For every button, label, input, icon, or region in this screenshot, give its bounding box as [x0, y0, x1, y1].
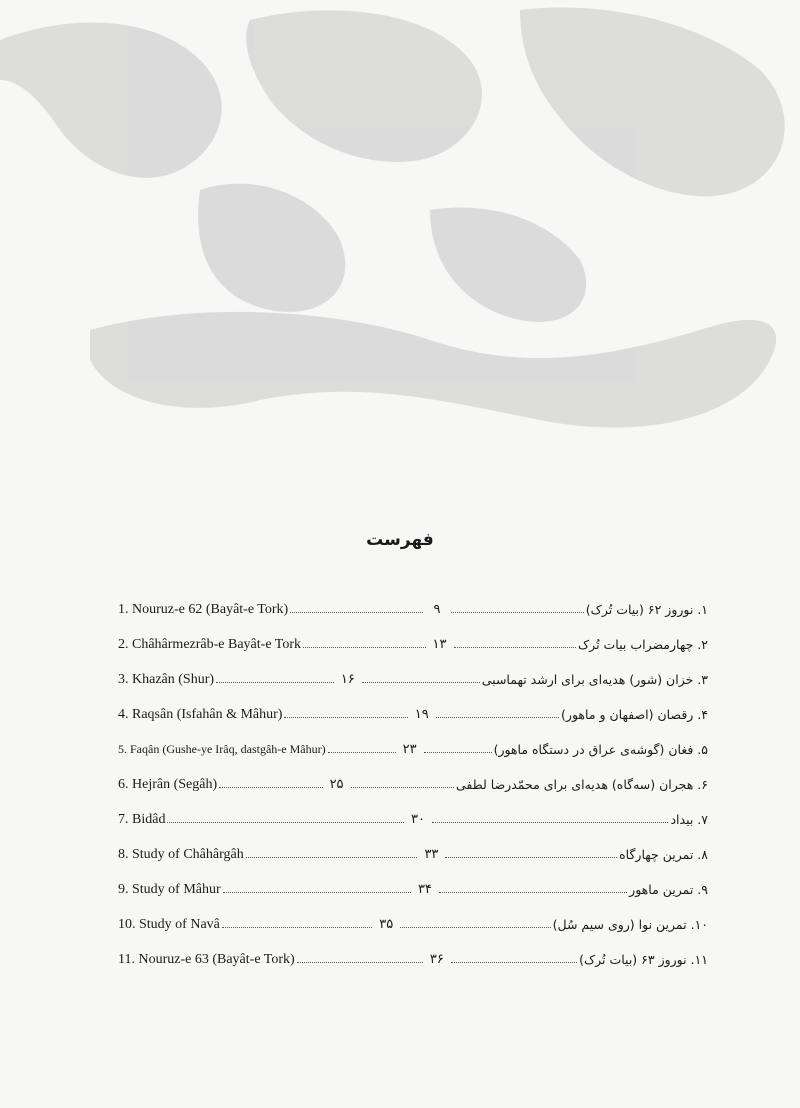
- toc-row: [118, 592, 708, 627]
- toc-page-number: ۳۴: [417, 882, 432, 897]
- dot-leader: [222, 927, 372, 928]
- toc-page-number: ۹: [433, 602, 441, 617]
- toc-page-number: ۳۰: [410, 812, 425, 827]
- toc-entry-english: 2. Châhârmezrâb-e Bayât-e Tork: [118, 636, 302, 652]
- dot-leader: [439, 892, 627, 893]
- dot-leader: [246, 857, 418, 858]
- dot-leader: [351, 787, 454, 788]
- watermark-logo: [0, 0, 800, 470]
- toc-entry-english: 6. Hejrân (Segâh): [118, 776, 218, 792]
- dot-leader: [223, 892, 411, 893]
- toc-row: [118, 767, 708, 802]
- toc-entry-persian: ۱. نوروز ۶۲ (بیات تُرک): [585, 602, 709, 617]
- dot-leader: [432, 822, 669, 823]
- toc-entry-persian: ۹. تمرین ماهور: [629, 882, 708, 897]
- toc-page-number: ۱۹: [414, 707, 429, 722]
- toc-row: [118, 697, 708, 732]
- toc-entry-persian: ۲. چهارمضراب بیات تُرک: [577, 637, 708, 652]
- toc-page-number: ۳۶: [429, 952, 444, 967]
- dot-leader: [445, 857, 617, 858]
- toc-page-number: ۳۵: [379, 917, 394, 932]
- page-title: فهرست: [366, 530, 434, 550]
- toc-entry-persian: ۴. رقصان (اصفهان و ماهور): [561, 707, 709, 722]
- toc-row: [118, 907, 708, 942]
- dot-leader: [424, 752, 492, 753]
- toc-entry-persian: ۳. خزان (شور) هدیه‌ای برای ارشد تهماسبی: [481, 672, 708, 687]
- toc-row: [118, 837, 708, 872]
- table-of-contents: [118, 592, 708, 977]
- toc-page-number: ۲۳: [402, 742, 417, 757]
- dot-leader: [436, 717, 559, 718]
- dot-leader: [167, 822, 404, 823]
- toc-entry-persian: ۸. تمرین چهارگاه: [619, 847, 708, 862]
- toc-row: [118, 872, 708, 907]
- dot-leader: [451, 612, 584, 613]
- toc-entry-english: 1. Nouruz-e 62 (Bayât-e Tork): [118, 601, 289, 617]
- dot-leader: [290, 612, 423, 613]
- toc-entry-english: 8. Study of Châhârgâh: [118, 846, 244, 862]
- dot-leader: [303, 647, 425, 648]
- dot-leader: [219, 787, 322, 788]
- toc-row: [118, 942, 708, 977]
- dot-leader: [400, 927, 550, 928]
- dot-leader: [454, 647, 576, 648]
- dot-leader: [451, 962, 577, 963]
- toc-entry-english: 9. Study of Mâhur: [118, 881, 221, 897]
- toc-entry-english: 7. Bidâd: [118, 811, 166, 827]
- dot-leader: [216, 682, 334, 683]
- toc-entry-english: 3. Khazân (Shur): [118, 671, 215, 687]
- toc-entry-english: 4. Raqsân (Isfahân & Mâhur): [118, 706, 283, 722]
- toc-page-number: ۲۵: [329, 777, 344, 792]
- dot-leader: [328, 752, 396, 753]
- toc-row: [118, 802, 708, 837]
- toc-entry-persian: ۶. هجران (سه‌گاه) هدیه‌ای برای محمّدرضا لطفی: [455, 777, 709, 792]
- toc-page-number: ۱۶: [340, 672, 355, 687]
- toc-entry-persian: ۵. فغان (گوشه‌ی عراق در دستگاه ماهور): [493, 742, 709, 757]
- toc-page-number: ۳۳: [424, 847, 439, 862]
- toc-row: [118, 662, 708, 697]
- toc-entry-persian: ۷. بیداد: [670, 812, 709, 827]
- dot-leader: [362, 682, 480, 683]
- toc-entry-english: 10. Study of Navâ: [118, 916, 220, 932]
- toc-entry-english: 11. Nouruz-e 63 (Bayât-e Tork): [118, 951, 295, 967]
- dot-leader: [297, 962, 423, 963]
- toc-row: [118, 732, 708, 767]
- toc-page-number: ۱۳: [432, 637, 447, 652]
- dot-leader: [284, 717, 407, 718]
- toc-entry-persian: ۱۰. تمرین نوا (روی سیم سُل): [552, 917, 709, 932]
- toc-row: [118, 627, 708, 662]
- toc-entry-persian: ۱۱. نوروز ۶۳ (بیات تُرک): [579, 952, 708, 967]
- toc-entry-english: 5. Faqân (Gushe-ye Irâq, dastgâh-e Mâhur): [118, 742, 326, 756]
